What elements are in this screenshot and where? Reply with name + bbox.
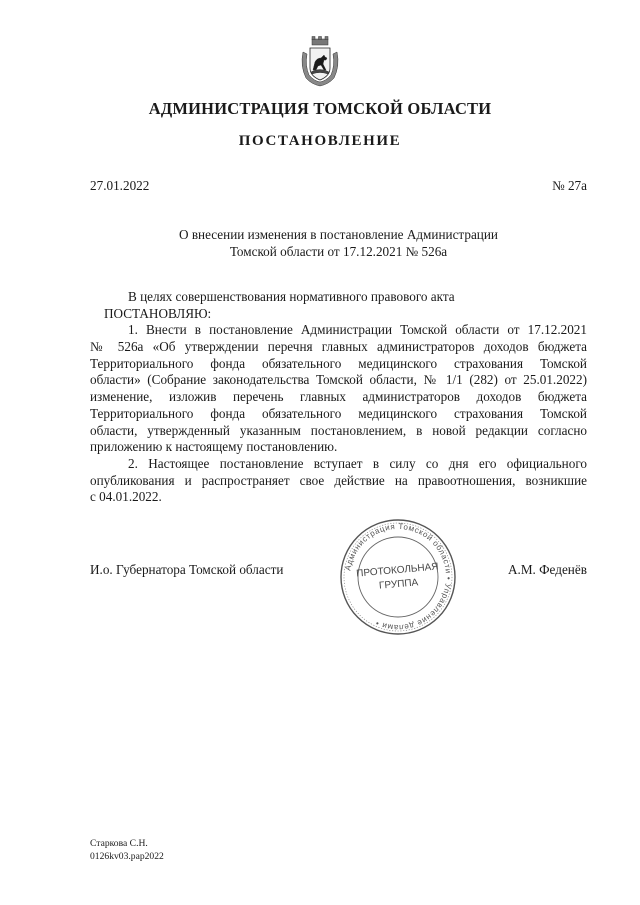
date-number-row: [90, 178, 587, 196]
footer: [90, 838, 164, 863]
body-line: В целях совершенствования нормативного правового акта: [128, 289, 455, 304]
document-number: № 27а: [552, 178, 587, 193]
document-type: ПОСТАНОВЛЕНИЕ: [238, 133, 402, 149]
tomsk-coat-of-arms-icon: [300, 36, 340, 88]
body-line-decree: ПОСТАНОВЛЯЮ:: [104, 305, 212, 321]
document-body: [90, 289, 587, 506]
body-line: Территориального фонда обязательного медицинского страхования Томской: [90, 355, 587, 371]
subject-line: О внесении изменения в постановление Администрации: [179, 227, 498, 242]
body-line: области, утвержденный указанным постановлением, в новой редакции согласно: [90, 422, 587, 438]
file-code: 0126kv03.pap2022: [90, 850, 164, 862]
signatory-name: А.М. Феденёв: [508, 562, 587, 577]
stamp-center-line-1: ПРОТОКОЛЬНАЯ: [355, 561, 439, 580]
subject-line: Томской области от 17.12.2021 № 526а: [229, 243, 448, 259]
document-date: 27.01.2022: [90, 178, 150, 193]
body-line: приложению к настоящему постановлению.: [90, 439, 338, 455]
body-line: Территориального фонда обязательного медицинского страхования Томской: [90, 405, 587, 421]
official-stamp: [333, 517, 463, 637]
stamp-ring-text: Администрация Томской области • Управление делами •: [343, 521, 454, 633]
body-line: с 04.01.2022.: [90, 489, 162, 505]
executor-name: Старкова С.Н.: [90, 838, 148, 849]
document-subject: [90, 227, 587, 260]
body-line: № 526а «Об утверждении перечня главных администраторов доходов бюджета: [90, 339, 587, 355]
body-line: опубликования и распространяет свое действие на правоотношения, возникшие: [90, 472, 587, 488]
body-line: изменение, изложив перечень главных администраторов доходов бюджета: [90, 389, 587, 405]
body-line: 2. Настоящее постановление вступает в силу со дня его официального: [128, 455, 587, 471]
stamp-center-line-2: ГРУППА: [378, 577, 419, 592]
organization-title: АДМИНИСТРАЦИЯ ТОМСКОЙ ОБЛАСТИ: [148, 99, 492, 118]
body-line: области» (Собрание законодательства Томской области, № 1/1 (282) от 25.01.2022): [90, 372, 587, 388]
body-line: 1. Внести в постановление Администрации Томской области от 17.12.2021: [128, 322, 587, 338]
signatory-position: И.о. Губернатора Томской области: [90, 562, 284, 577]
